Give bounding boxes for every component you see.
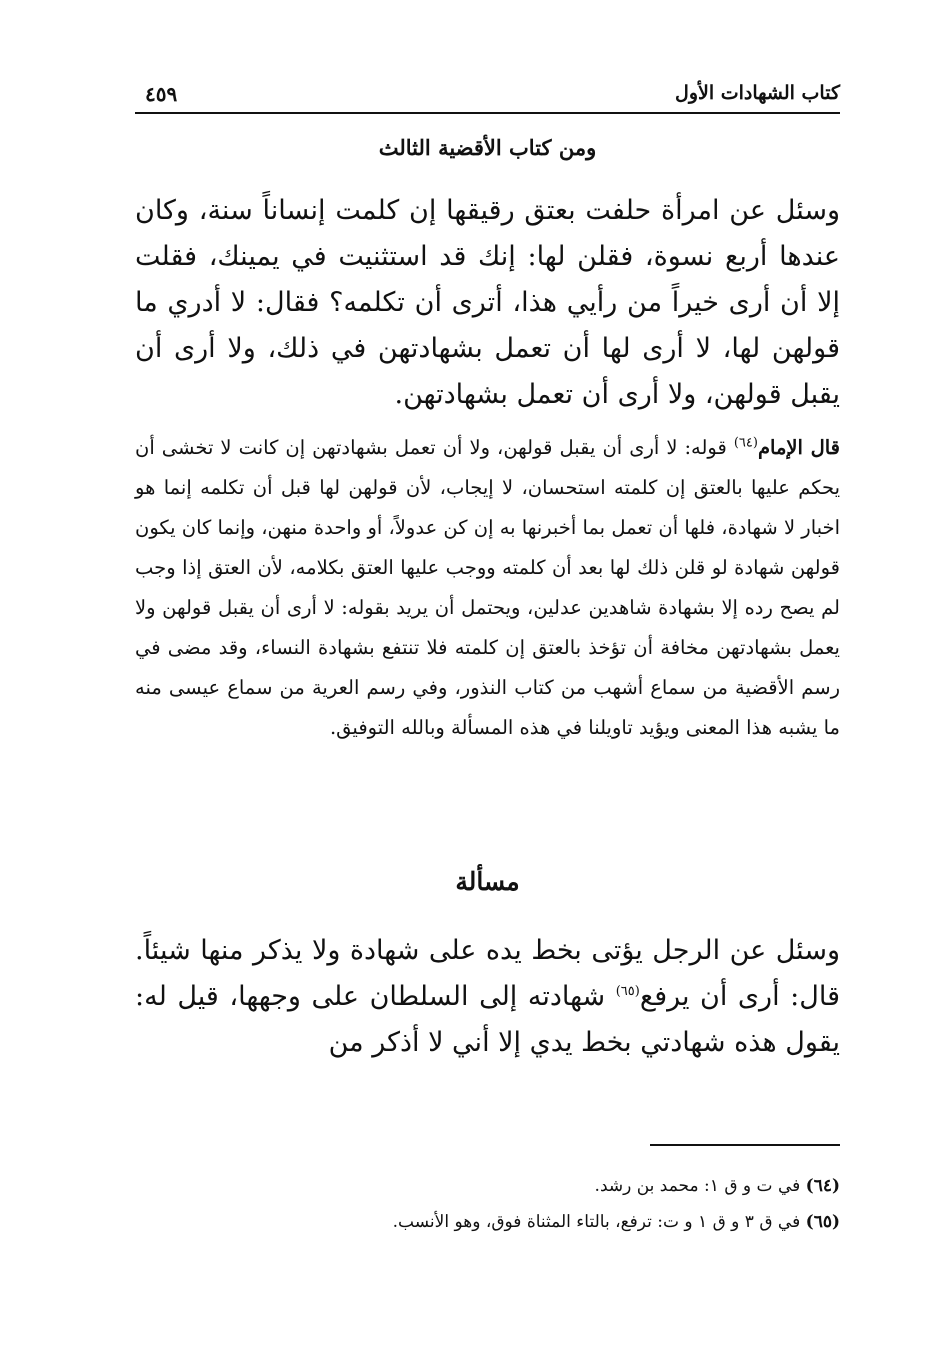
footnote-text: في ت و ق ١: محمد بن رشد. [594,1176,806,1196]
footnote-reference: (٦٥) [615,984,640,999]
footnote-reference: (٦٤) [733,435,758,451]
footnote-number: (٦٤) [805,1176,840,1196]
footnote-separator [650,1144,840,1146]
commentary-paragraph [135,428,840,748]
section-heading: ومن كتاب الأقضية الثالث [378,135,597,160]
masala-paragraph [135,928,840,1066]
question-paragraph: وسئل عن امرأة حلفت بعتق رقيقها إن كلمت إنساناً سنة، وكان عندها أربع نسوة، فقلن لها: إنك قد استثنيت في يمينك، فقلت إلا أن أرى خيراً من رأيي هذا، أترى أن تكلمه؟ فقال: لا أدري ما قولهن لها، لا أرى لها أن تعمل بشهادتهن في ذلك، ولا أرى أن يقبل قولهن، ولا أرى أن تعمل بشهادتهن. [135,195,840,410]
masala-text-start: وسئل عن الرجل يؤتى بخط يده على شهادة ولا يذكر منها شيئاً. قال: أرى أن يرفع [135,935,840,1012]
running-header [135,70,840,114]
commentary-text: قوله: لا أرى أن يقبل قولهن، ولا أن تعمل بشهادتهن إن كانت لا تخشى أن يحكم عليها بالعتق إن كلمته استحسان، لا إيجاب، لأن قولهن لها قبل أن تكلمه إنما هو اخبار لا شهادة، فلها أن تعمل بما أخبرنها به إن كن عدولاً، أو واحدة منهن، وإنما كان يكون قولهن شهادة لو قلن ذلك لها بعد أن كلمته ووجب عليها العتق بكلامه، لأن العتق إذا وجب لم يصح رده إلا بشهادة شاهدين عدلين، ويحتمل أن يريد بقوله: لا أرى أن يقبل قولهن ولا يعمل بشهادتهن مخافة أن تؤخذ بالعتق إن كلمته فلا تنتفع بشهادة النساء، وقد مضى في رسم الأقضية من سماع أشهب من كتاب النذور، وفي رسم العرية من سماع عيسى منه ما يشبه هذا المعنى ويؤيد تاويلنا في هذه المسألة وبالله التوفيق. [135,436,840,739]
masala-heading: مسألة [455,867,520,896]
footnote-number: (٦٥) [805,1212,840,1232]
footnote-text: في ق ٣ و ق ١ و ت: ترفع، بالتاء المثناة فوق، وهو الأنسب. [392,1212,806,1232]
masala-text-end: شهادته إلى السلطان على وجهها، قيل له: يقول هذه شهادتي بخط يدي إلا أني لا أذكر من [135,981,840,1058]
footnote-item [135,1204,840,1240]
page-number: ٤٥٩ [145,82,178,106]
footnote-item [135,1168,840,1204]
commentary-label: قال الإمام [757,436,841,459]
footnotes [135,1168,840,1240]
chapter-title: كتاب الشهادات الأول [675,82,840,104]
